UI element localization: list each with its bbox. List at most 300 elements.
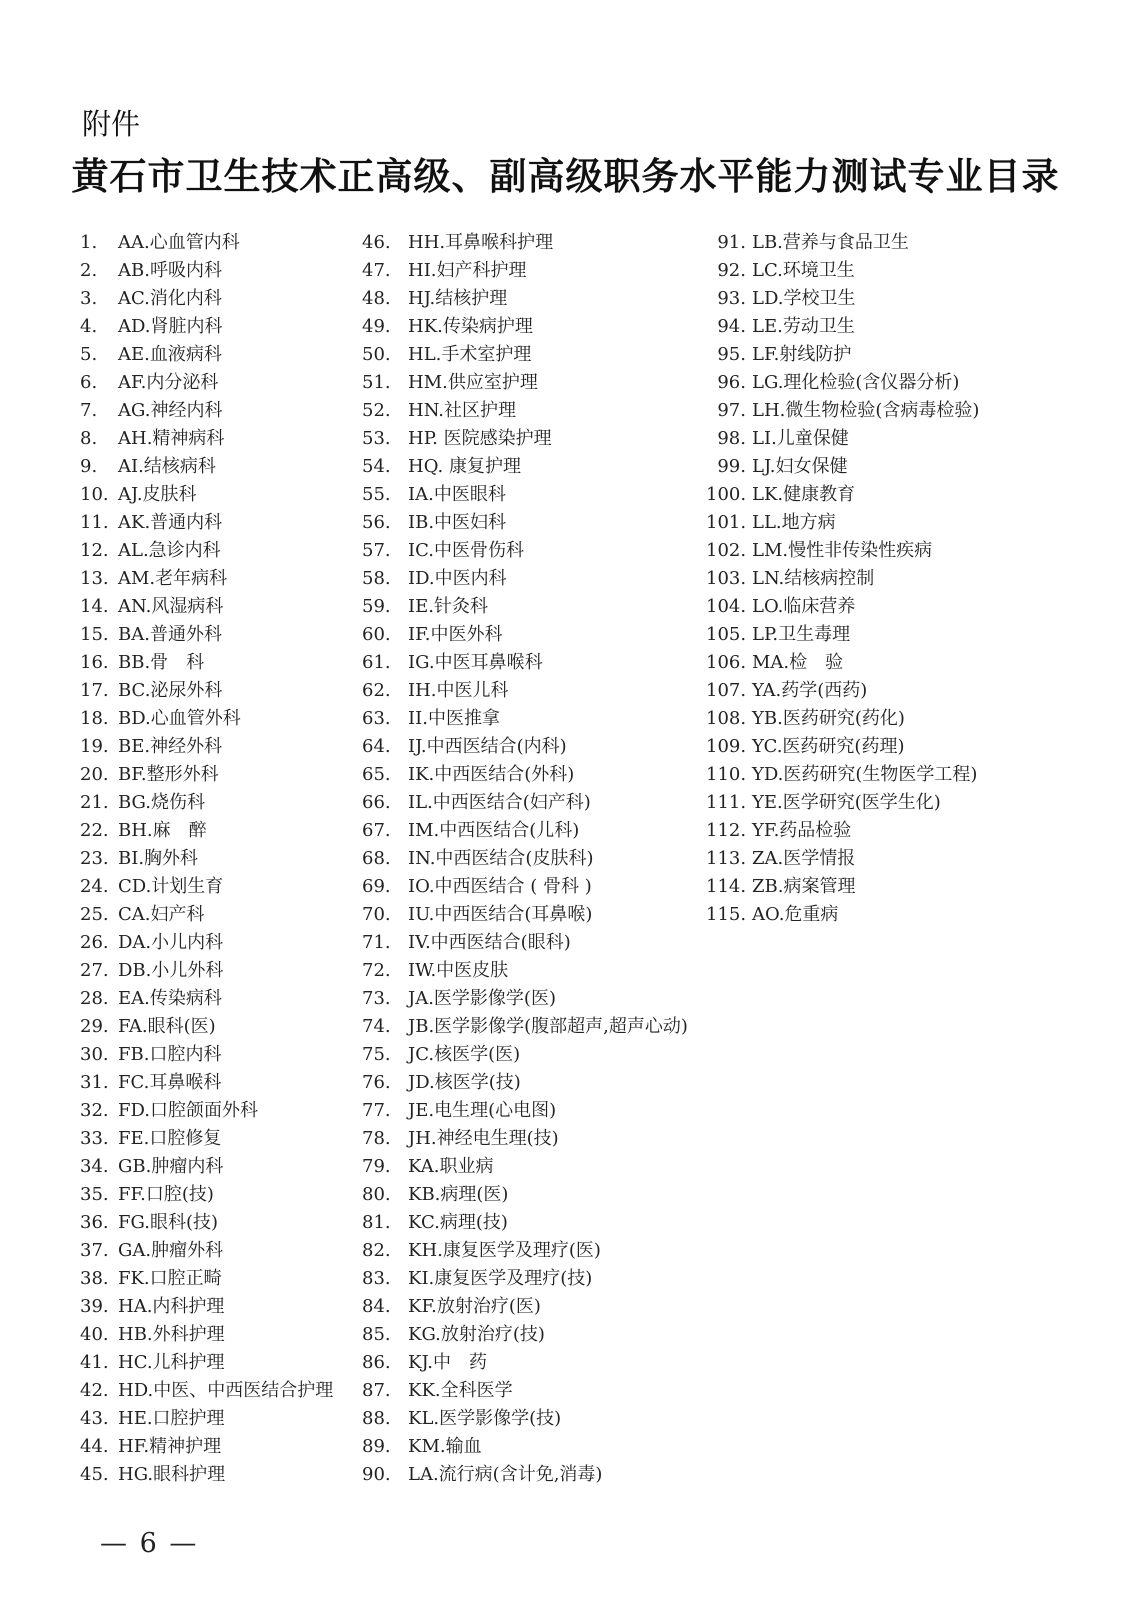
list-item (706, 845, 979, 873)
item-number: 114. (706, 876, 747, 897)
item-number: 67. (362, 820, 391, 841)
item-label: LI.儿童保健 (752, 428, 849, 449)
item-label: LP.卫生毒理 (752, 624, 851, 645)
item-number: 13. (80, 568, 109, 589)
list-item (706, 341, 979, 369)
item-label: JC.核医学(医) (408, 1044, 521, 1065)
attachment-label: 附件 (82, 107, 141, 141)
list-item (362, 341, 688, 369)
item-number: 112. (706, 820, 747, 841)
item-label: IN.中西医结合(皮肤科) (408, 848, 594, 869)
list-item (80, 397, 333, 425)
item-number: 65. (362, 764, 391, 785)
list-item (80, 1433, 333, 1461)
item-number: 22. (80, 820, 109, 841)
item-number: 89. (362, 1436, 391, 1457)
item-label: ZB.病案管理 (752, 876, 856, 897)
item-number: 64. (362, 736, 391, 757)
item-label: HL.手术室护理 (408, 344, 532, 365)
item-number: 24. (80, 876, 109, 897)
item-number: 61. (362, 652, 391, 673)
item-label: ZA.医学情报 (752, 848, 856, 869)
item-number: 6. (80, 372, 98, 393)
item-label: IW.中医皮肤 (408, 960, 509, 981)
item-number: 29. (80, 1016, 109, 1037)
item-number: 54. (362, 456, 391, 477)
list-item (80, 565, 333, 593)
list-item (80, 257, 333, 285)
list-item (80, 1405, 333, 1433)
list-item (80, 1377, 333, 1405)
list-item (362, 929, 688, 957)
list-item (80, 621, 333, 649)
item-label: HQ. 康复护理 (408, 456, 522, 477)
list-item (362, 313, 688, 341)
item-label: HN.社区护理 (408, 400, 517, 421)
item-label: AE.血液病科 (118, 344, 222, 365)
item-number: 27. (80, 960, 109, 981)
item-number: 3. (80, 288, 98, 309)
list-item (80, 1125, 333, 1153)
item-label: LF.射线防护 (752, 344, 852, 365)
list-item (362, 1181, 688, 1209)
item-label: AG.神经内科 (118, 400, 223, 421)
list-item (706, 705, 979, 733)
list-item (362, 1293, 688, 1321)
item-label: EA.传染病科 (118, 988, 222, 1009)
list-item (80, 341, 333, 369)
item-number: 28. (80, 988, 109, 1009)
item-number: 17. (80, 680, 109, 701)
item-label: LB.营养与食品卫生 (752, 232, 909, 253)
list-item (362, 369, 688, 397)
item-number: 60. (362, 624, 391, 645)
item-number: 51. (362, 372, 391, 393)
item-label: KI.康复医学及理疗(技) (408, 1268, 593, 1289)
item-label: HB.外科护理 (118, 1324, 225, 1345)
list-item (362, 1265, 688, 1293)
item-label: YF.药品检验 (752, 820, 852, 841)
list-item (362, 1349, 688, 1377)
item-number: 26. (80, 932, 109, 953)
item-number: 88. (362, 1408, 391, 1429)
item-number: 73. (362, 988, 391, 1009)
item-number: 53. (362, 428, 391, 449)
list-item (80, 313, 333, 341)
item-number: 25. (80, 904, 109, 925)
specialty-list-column-2 (362, 229, 688, 1489)
item-number: 55. (362, 484, 391, 505)
item-label: BB.骨 科 (118, 652, 205, 673)
item-label: JE.电生理(心电图) (408, 1100, 557, 1121)
item-number: 76. (362, 1072, 391, 1093)
list-item (706, 789, 979, 817)
item-label: GA.肿瘤外科 (118, 1240, 224, 1261)
item-label: AJ.皮肤科 (118, 484, 197, 505)
item-number: 101. (706, 512, 747, 533)
list-item (706, 369, 979, 397)
item-label: HD.中医、中西医结合护理 (118, 1380, 334, 1401)
list-item (362, 565, 688, 593)
item-number: 40. (80, 1324, 109, 1345)
item-label: IF.中医外科 (408, 624, 503, 645)
item-number: 59. (362, 596, 391, 617)
item-label: IV.中西医结合(眼科) (408, 932, 571, 953)
list-item (80, 1209, 333, 1237)
item-label: FF.口腔(技) (118, 1184, 214, 1205)
list-item (80, 1181, 333, 1209)
item-number: 87. (362, 1380, 391, 1401)
item-label: BG.烧伤科 (118, 792, 206, 813)
item-label: AI.结核病科 (118, 456, 216, 477)
list-item (80, 425, 333, 453)
item-number: 80. (362, 1184, 391, 1205)
specialty-list-column-3 (706, 229, 979, 929)
list-item (362, 509, 688, 537)
item-number: 14. (80, 596, 109, 617)
list-item (706, 229, 979, 257)
list-item (706, 817, 979, 845)
item-number: 109. (706, 736, 747, 757)
item-label: IJ.中西医结合(内科) (408, 736, 567, 757)
item-label: KF.放射治疗(医) (408, 1296, 541, 1317)
list-item (362, 761, 688, 789)
item-label: BI.胸外科 (118, 848, 199, 869)
item-number: 43. (80, 1408, 109, 1429)
item-number: 71. (362, 932, 391, 953)
item-label: FA.眼科(医) (118, 1016, 216, 1037)
list-item (80, 901, 333, 929)
item-number: 105. (706, 624, 747, 645)
item-label: DA.小儿内科 (118, 932, 224, 953)
item-number: 38. (80, 1268, 109, 1289)
item-number: 75. (362, 1044, 391, 1065)
item-number: 97. (717, 400, 746, 421)
item-number: 62. (362, 680, 391, 701)
item-number: 16. (80, 652, 109, 673)
list-item (706, 313, 979, 341)
item-label: KC.病理(技) (408, 1212, 508, 1233)
item-number: 47. (362, 260, 391, 281)
item-label: JD.核医学(技) (408, 1072, 521, 1093)
item-label: IC.中医骨伤科 (408, 540, 524, 561)
list-item (80, 789, 333, 817)
item-number: 35. (80, 1184, 109, 1205)
item-number: 103. (706, 568, 747, 589)
item-label: FC.耳鼻喉科 (118, 1072, 222, 1093)
item-number: 46. (362, 232, 391, 253)
item-label: YB.医药研究(药化) (752, 708, 905, 729)
item-label: HM.供应室护理 (408, 372, 538, 393)
list-item (362, 593, 688, 621)
item-label: II.中医推拿 (408, 708, 500, 729)
list-item (80, 1069, 333, 1097)
item-label: AF.内分泌科 (118, 372, 219, 393)
item-label: IG.中医耳鼻喉科 (408, 652, 543, 673)
item-label: YD.医药研究(生物医学工程) (752, 764, 978, 785)
item-number: 85. (362, 1324, 391, 1345)
item-number: 2. (80, 260, 98, 281)
list-item (706, 761, 979, 789)
item-label: LJ.妇女保健 (752, 456, 848, 477)
list-item (80, 649, 333, 677)
item-number: 63. (362, 708, 391, 729)
item-label: DB.小儿外科 (118, 960, 224, 981)
item-number: 5. (80, 344, 98, 365)
item-number: 90. (362, 1464, 391, 1485)
item-number: 19. (80, 736, 109, 757)
list-item (80, 761, 333, 789)
list-item (362, 817, 688, 845)
list-item (706, 677, 979, 705)
item-number: 115. (706, 904, 747, 925)
item-label: FG.眼科(技) (118, 1212, 218, 1233)
item-number: 12. (80, 540, 109, 561)
item-label: IH.中医儿科 (408, 680, 509, 701)
item-label: LD.学校卫生 (752, 288, 856, 309)
list-item (80, 705, 333, 733)
item-number: 81. (362, 1212, 391, 1233)
list-item (362, 1041, 688, 1069)
list-item (706, 565, 979, 593)
list-item (362, 425, 688, 453)
item-number: 77. (362, 1100, 391, 1121)
item-number: 37. (80, 1240, 109, 1261)
list-item (362, 1097, 688, 1125)
item-label: LN.结核病控制 (752, 568, 875, 589)
item-number: 23. (80, 848, 109, 869)
item-number: 99. (717, 456, 746, 477)
item-number: 8. (80, 428, 98, 449)
list-item (362, 873, 688, 901)
specialty-list-column-1 (80, 229, 333, 1489)
item-label: HK.传染病护理 (408, 316, 533, 337)
item-label: AC.消化内科 (118, 288, 222, 309)
item-number: 95. (717, 344, 746, 365)
item-number: 41. (80, 1352, 109, 1373)
list-item (706, 453, 979, 481)
item-label: LH.微生物检验(含病毒检验) (752, 400, 980, 421)
item-label: KK.全科医学 (408, 1380, 513, 1401)
item-label: IE.针灸科 (408, 596, 488, 617)
list-item (362, 229, 688, 257)
item-number: 52. (362, 400, 391, 421)
item-label: BE.神经外科 (118, 736, 223, 757)
item-label: YE.医学研究(医学生化) (752, 792, 941, 813)
item-label: HE.口腔护理 (118, 1408, 225, 1429)
list-item (80, 817, 333, 845)
item-label: HH.耳鼻喉科护理 (408, 232, 554, 253)
item-label: KL.医学影像学(技) (408, 1408, 562, 1429)
item-label: AH.精神病科 (118, 428, 225, 449)
item-label: LK.健康教育 (752, 484, 856, 505)
item-label: HJ.结核护理 (408, 288, 508, 309)
item-label: LM.慢性非传染性疾病 (752, 540, 933, 561)
item-number: 102. (706, 540, 747, 561)
item-number: 110. (706, 764, 747, 785)
item-number: 83. (362, 1268, 391, 1289)
item-label: LA.流行病(含计免,消毒) (408, 1464, 603, 1485)
item-label: JA.医学影像学(医) (408, 988, 556, 1009)
list-item (80, 285, 333, 313)
list-item (362, 285, 688, 313)
item-label: ID.中医内科 (408, 568, 507, 589)
item-label: BF.整形外科 (118, 764, 219, 785)
item-label: BH.麻 醉 (118, 820, 207, 841)
list-item (362, 649, 688, 677)
item-label: LO.临床营养 (752, 596, 856, 617)
item-number: 92. (717, 260, 746, 281)
item-number: 49. (362, 316, 391, 337)
list-item (362, 1125, 688, 1153)
item-label: AN.风湿病科 (118, 596, 224, 617)
item-label: HP. 医院感染护理 (408, 428, 552, 449)
item-number: 7. (80, 400, 98, 421)
item-label: FB.口腔内科 (118, 1044, 222, 1065)
item-number: 79. (362, 1156, 391, 1177)
list-item (362, 1321, 688, 1349)
item-label: YA.药学(西药) (752, 680, 868, 701)
item-number: 113. (706, 848, 747, 869)
item-label: LC.环境卫生 (752, 260, 855, 281)
item-label: KH.康复医学及理疗(医) (408, 1240, 601, 1261)
list-item (706, 537, 979, 565)
item-number: 56. (362, 512, 391, 533)
list-item (362, 397, 688, 425)
item-number: 31. (80, 1072, 109, 1093)
list-item (362, 1209, 688, 1237)
item-number: 18. (80, 708, 109, 729)
list-item (80, 1349, 333, 1377)
item-label: KJ.中 药 (408, 1352, 487, 1373)
list-item (362, 845, 688, 873)
item-label: KG.放射治疗(技) (408, 1324, 545, 1345)
list-item (80, 1321, 333, 1349)
item-label: KA.职业病 (408, 1156, 494, 1177)
item-label: BD.心血管外科 (118, 708, 241, 729)
item-number: 57. (362, 540, 391, 561)
list-item (362, 621, 688, 649)
item-label: MA.检 验 (752, 652, 844, 673)
item-label: HF.精神护理 (118, 1436, 222, 1457)
list-item (80, 929, 333, 957)
item-number: 86. (362, 1352, 391, 1373)
item-number: 107. (706, 680, 747, 701)
list-item (362, 481, 688, 509)
item-label: AK.普通内科 (118, 512, 223, 533)
item-label: LL.地方病 (752, 512, 836, 533)
list-item (362, 1433, 688, 1461)
list-item (362, 1377, 688, 1405)
item-label: IL.中西医结合(妇产科) (408, 792, 591, 813)
item-label: FK.口腔正畸 (118, 1268, 222, 1289)
item-number: 42. (80, 1380, 109, 1401)
item-label: FE.口腔修复 (118, 1128, 222, 1149)
item-label: YC.医药研究(药理) (752, 736, 905, 757)
list-item (80, 845, 333, 873)
list-item (362, 1013, 688, 1041)
item-label: IM.中西医结合(儿科) (408, 820, 580, 841)
list-item (80, 957, 333, 985)
item-label: IO.中西医结合 ( 骨科 ) (408, 876, 592, 897)
list-item (362, 1069, 688, 1097)
list-item (362, 257, 688, 285)
list-item (706, 621, 979, 649)
item-number: 70. (362, 904, 391, 925)
list-item (706, 397, 979, 425)
list-item (80, 1097, 333, 1125)
list-item (362, 901, 688, 929)
list-item (80, 1237, 333, 1265)
item-number: 48. (362, 288, 391, 309)
item-number: 94. (717, 316, 746, 337)
item-number: 78. (362, 1128, 391, 1149)
item-label: AO.危重病 (752, 904, 839, 925)
list-item (362, 1405, 688, 1433)
item-number: 45. (80, 1464, 109, 1485)
item-number: 69. (362, 876, 391, 897)
item-label: IA.中医眼科 (408, 484, 506, 505)
item-number: 15. (80, 624, 109, 645)
list-item (80, 481, 333, 509)
item-number: 91. (717, 232, 746, 253)
item-number: 10. (80, 484, 109, 505)
item-label: IB.中医妇科 (408, 512, 507, 533)
item-number: 93. (717, 288, 746, 309)
item-label: AA.心血管内科 (118, 232, 240, 253)
list-item (706, 873, 979, 901)
item-number: 33. (80, 1128, 109, 1149)
item-label: CD.计划生育 (118, 876, 224, 897)
item-number: 9. (80, 456, 98, 477)
list-item (362, 985, 688, 1013)
item-number: 32. (80, 1100, 109, 1121)
list-item (80, 985, 333, 1013)
list-item (80, 229, 333, 257)
item-number: 82. (362, 1240, 391, 1261)
list-item (362, 1461, 688, 1489)
list-item (706, 593, 979, 621)
item-number: 108. (706, 708, 747, 729)
list-item (80, 1293, 333, 1321)
item-label: AL.急诊内科 (118, 540, 221, 561)
list-item (80, 733, 333, 761)
item-number: 44. (80, 1436, 109, 1457)
item-label: HC.儿科护理 (118, 1352, 225, 1373)
item-label: HA.内科护理 (118, 1296, 225, 1317)
item-number: 96. (717, 372, 746, 393)
item-number: 72. (362, 960, 391, 981)
item-number: 21. (80, 792, 109, 813)
item-number: 34. (80, 1156, 109, 1177)
item-number: 4. (80, 316, 98, 337)
item-number: 58. (362, 568, 391, 589)
list-item (362, 957, 688, 985)
item-number: 106. (706, 652, 747, 673)
item-number: 98. (717, 428, 746, 449)
list-item (706, 481, 979, 509)
list-item (80, 1041, 333, 1069)
list-item (80, 509, 333, 537)
item-number: 36. (80, 1212, 109, 1233)
list-item (706, 509, 979, 537)
item-number: 111. (706, 792, 747, 813)
item-label: AD.肾脏内科 (118, 316, 223, 337)
list-item (80, 1013, 333, 1041)
list-item (80, 873, 333, 901)
list-item (706, 649, 979, 677)
item-number: 68. (362, 848, 391, 869)
